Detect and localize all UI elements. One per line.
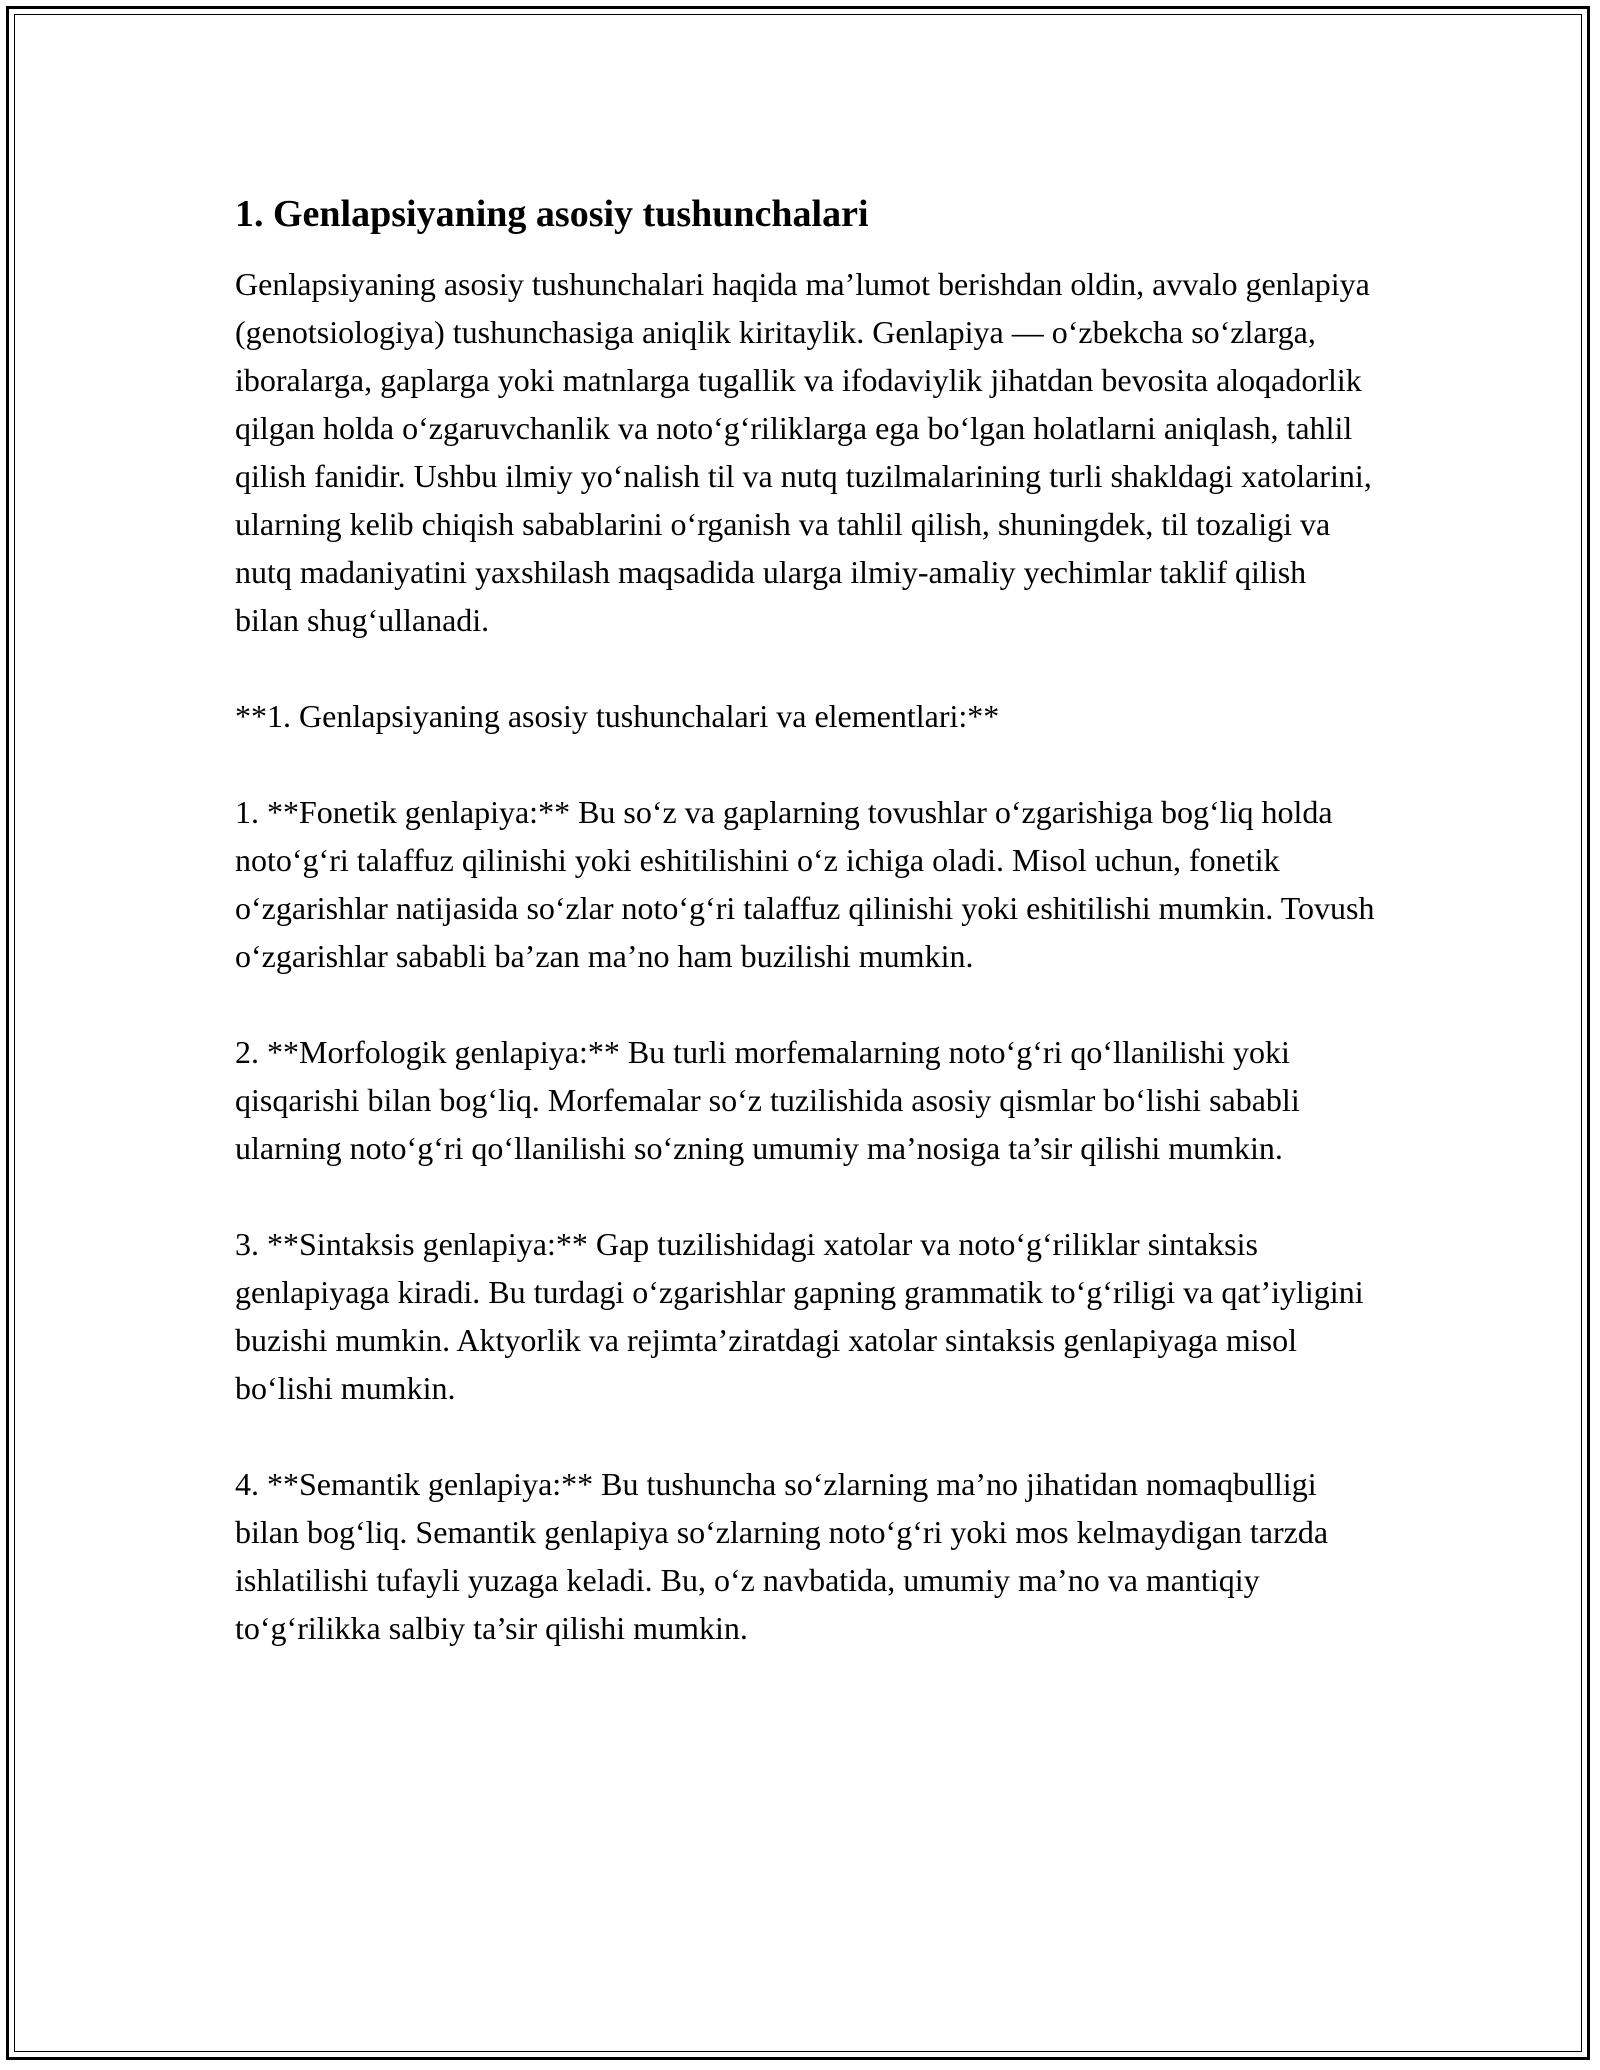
subsection-title: **1. Genlapsiyaning asosiy tushunchalari va elementlari:** bbox=[235, 698, 1000, 734]
document-body bbox=[235, 190, 1375, 1700]
section-heading: 1. Genlapsiyaning asosiy tushunchalari bbox=[235, 193, 869, 235]
list-item-fonetik: 1. **Fonetik genlapiya:** Bu so‘z va gaplarning tovushlar o‘zgarishiga bog‘liq holda noto‘g‘ri talaffuz qilinishi yoki eshitilishini o‘z ichiga oladi. Misol uchun, fonetik o‘zgarishlar natijasida so‘zlar noto‘g‘ri talaffuz qilinishi yoki eshitilishi mumkin. Tovush o‘zgarishlar sababli ba’zan ma’no ham buzilishi mumkin. bbox=[235, 794, 1375, 974]
list-item-morfologik: 2. **Morfologik genlapiya:** Bu turli morfemalarning noto‘g‘ri qo‘llanilishi yoki qisqarishi bilan bog‘liq. Morfemalar so‘z tuzilishida asosiy qismlar bo‘lishi sababli ularning noto‘g‘ri qo‘llanilishi so‘zning umumiy ma’nosiga ta’sir qilishi mumkin. bbox=[235, 1034, 1300, 1166]
list-item-semantik: 4. **Semantik genlapiya:** Bu tushuncha so‘zlarning ma’no jihatidan nomaqbulligi bilan bog‘liq. Semantik genlapiya so‘zlarning noto‘g‘ri yoki mos kelmaydigan tarzda ishlatilishi tufayli yuzaga keladi. Bu, o‘z navbatida, umumiy ma’no va mantiqiy to‘g‘rilikka salbiy ta’sir qilishi mumkin. bbox=[235, 1466, 1329, 1646]
intro-paragraph: Genlapsiyaning asosiy tushunchalari haqida ma’lumot berishdan oldin, avvalo genlapiya (genotsiologiya) tushunchasiga aniqlik kiritaylik. Genlapiya — o‘zbekcha so‘zlarga, iboralarga, gaplarga yoki matnlarga tugallik va ifodaviylik jihatdan bevosita aloqadorlik qilgan holda o‘zgaruvchanlik va noto‘g‘riliklarga ega bo‘lgan holatlarni aniqlash, tahlil qilish fanidir. Ushbu ilmiy yo‘nalish til va nutq tuzilmalarining turli shakldagi xatolarini, ularning kelib chiqish sabablarini o‘rganish va tahlil qilish, shuningdek, til tozaligi va nutq madaniyatini yaxshilash maqsadida ularga ilmiy-amaliy yechimlar taklif qilish bilan shug‘ullanadi. bbox=[235, 266, 1372, 638]
list-item-sintaksis: 3. **Sintaksis genlapiya:** Gap tuzilishidagi xatolar va noto‘g‘riliklar sintaksis genlapiyaga kiradi. Bu turdagi o‘zgarishlar gapning grammatik to‘g‘riligi va qat’iyligini buzishi mumkin. Aktyorlik va rejimta’ziratdagi xatolar sintaksis genlapiyaga misol bo‘lishi mumkin. bbox=[235, 1226, 1364, 1406]
